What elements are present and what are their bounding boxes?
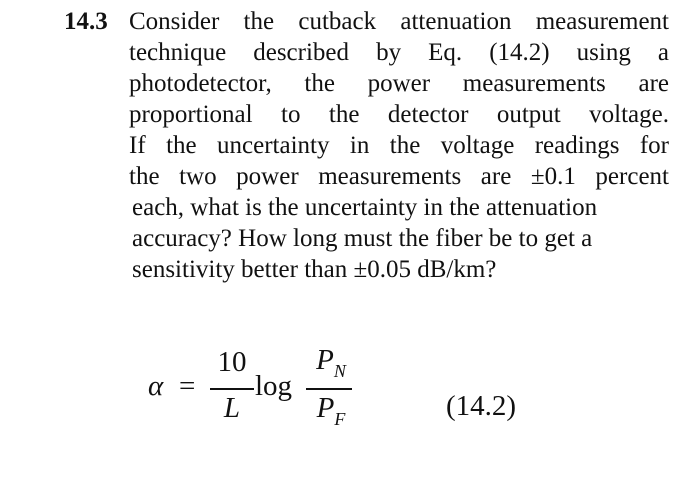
problem-line: Consider the cutback attenuation measurement (129, 8, 669, 35)
fraction-denominator-l: L (223, 392, 241, 424)
fraction-bar (210, 388, 254, 390)
equation-number: (14.2) (446, 390, 517, 422)
fraction-numerator-pn (307, 344, 355, 381)
problem-line: technique described by Eq. (14.2) using a (129, 39, 669, 66)
problem-line: accuracy? How long must the fiber be to get a (132, 225, 593, 252)
fraction-bar (306, 388, 352, 390)
equation-equals: = (179, 370, 196, 402)
fraction-denominator-pf (307, 392, 355, 429)
fraction-numerator-10: 10 (217, 346, 247, 378)
problem-line: the two power measurements are ±0.1 percent (129, 163, 669, 190)
problem-line: If the uncertainty in the voltage readings for (129, 132, 669, 159)
problem-line: sensitivity better than ±0.05 dB/km? (132, 256, 497, 283)
pn-base: P (316, 344, 334, 376)
attenuation-equation (0, 330, 684, 450)
problem-line: each, what is the uncertainty in the attenuation (132, 194, 598, 221)
pf-subscript: F (334, 409, 346, 429)
problem-text (129, 6, 669, 285)
equation-alpha: α (148, 370, 164, 402)
problem-line: photodetector, the power measurements are (129, 70, 669, 97)
problem-number: 14.3 (64, 8, 108, 35)
pn-subscript: N (333, 361, 346, 381)
problem-line: proportional to the detector output voltage. (129, 101, 669, 128)
pf-base: P (316, 392, 335, 424)
equation-log: log (255, 370, 293, 402)
